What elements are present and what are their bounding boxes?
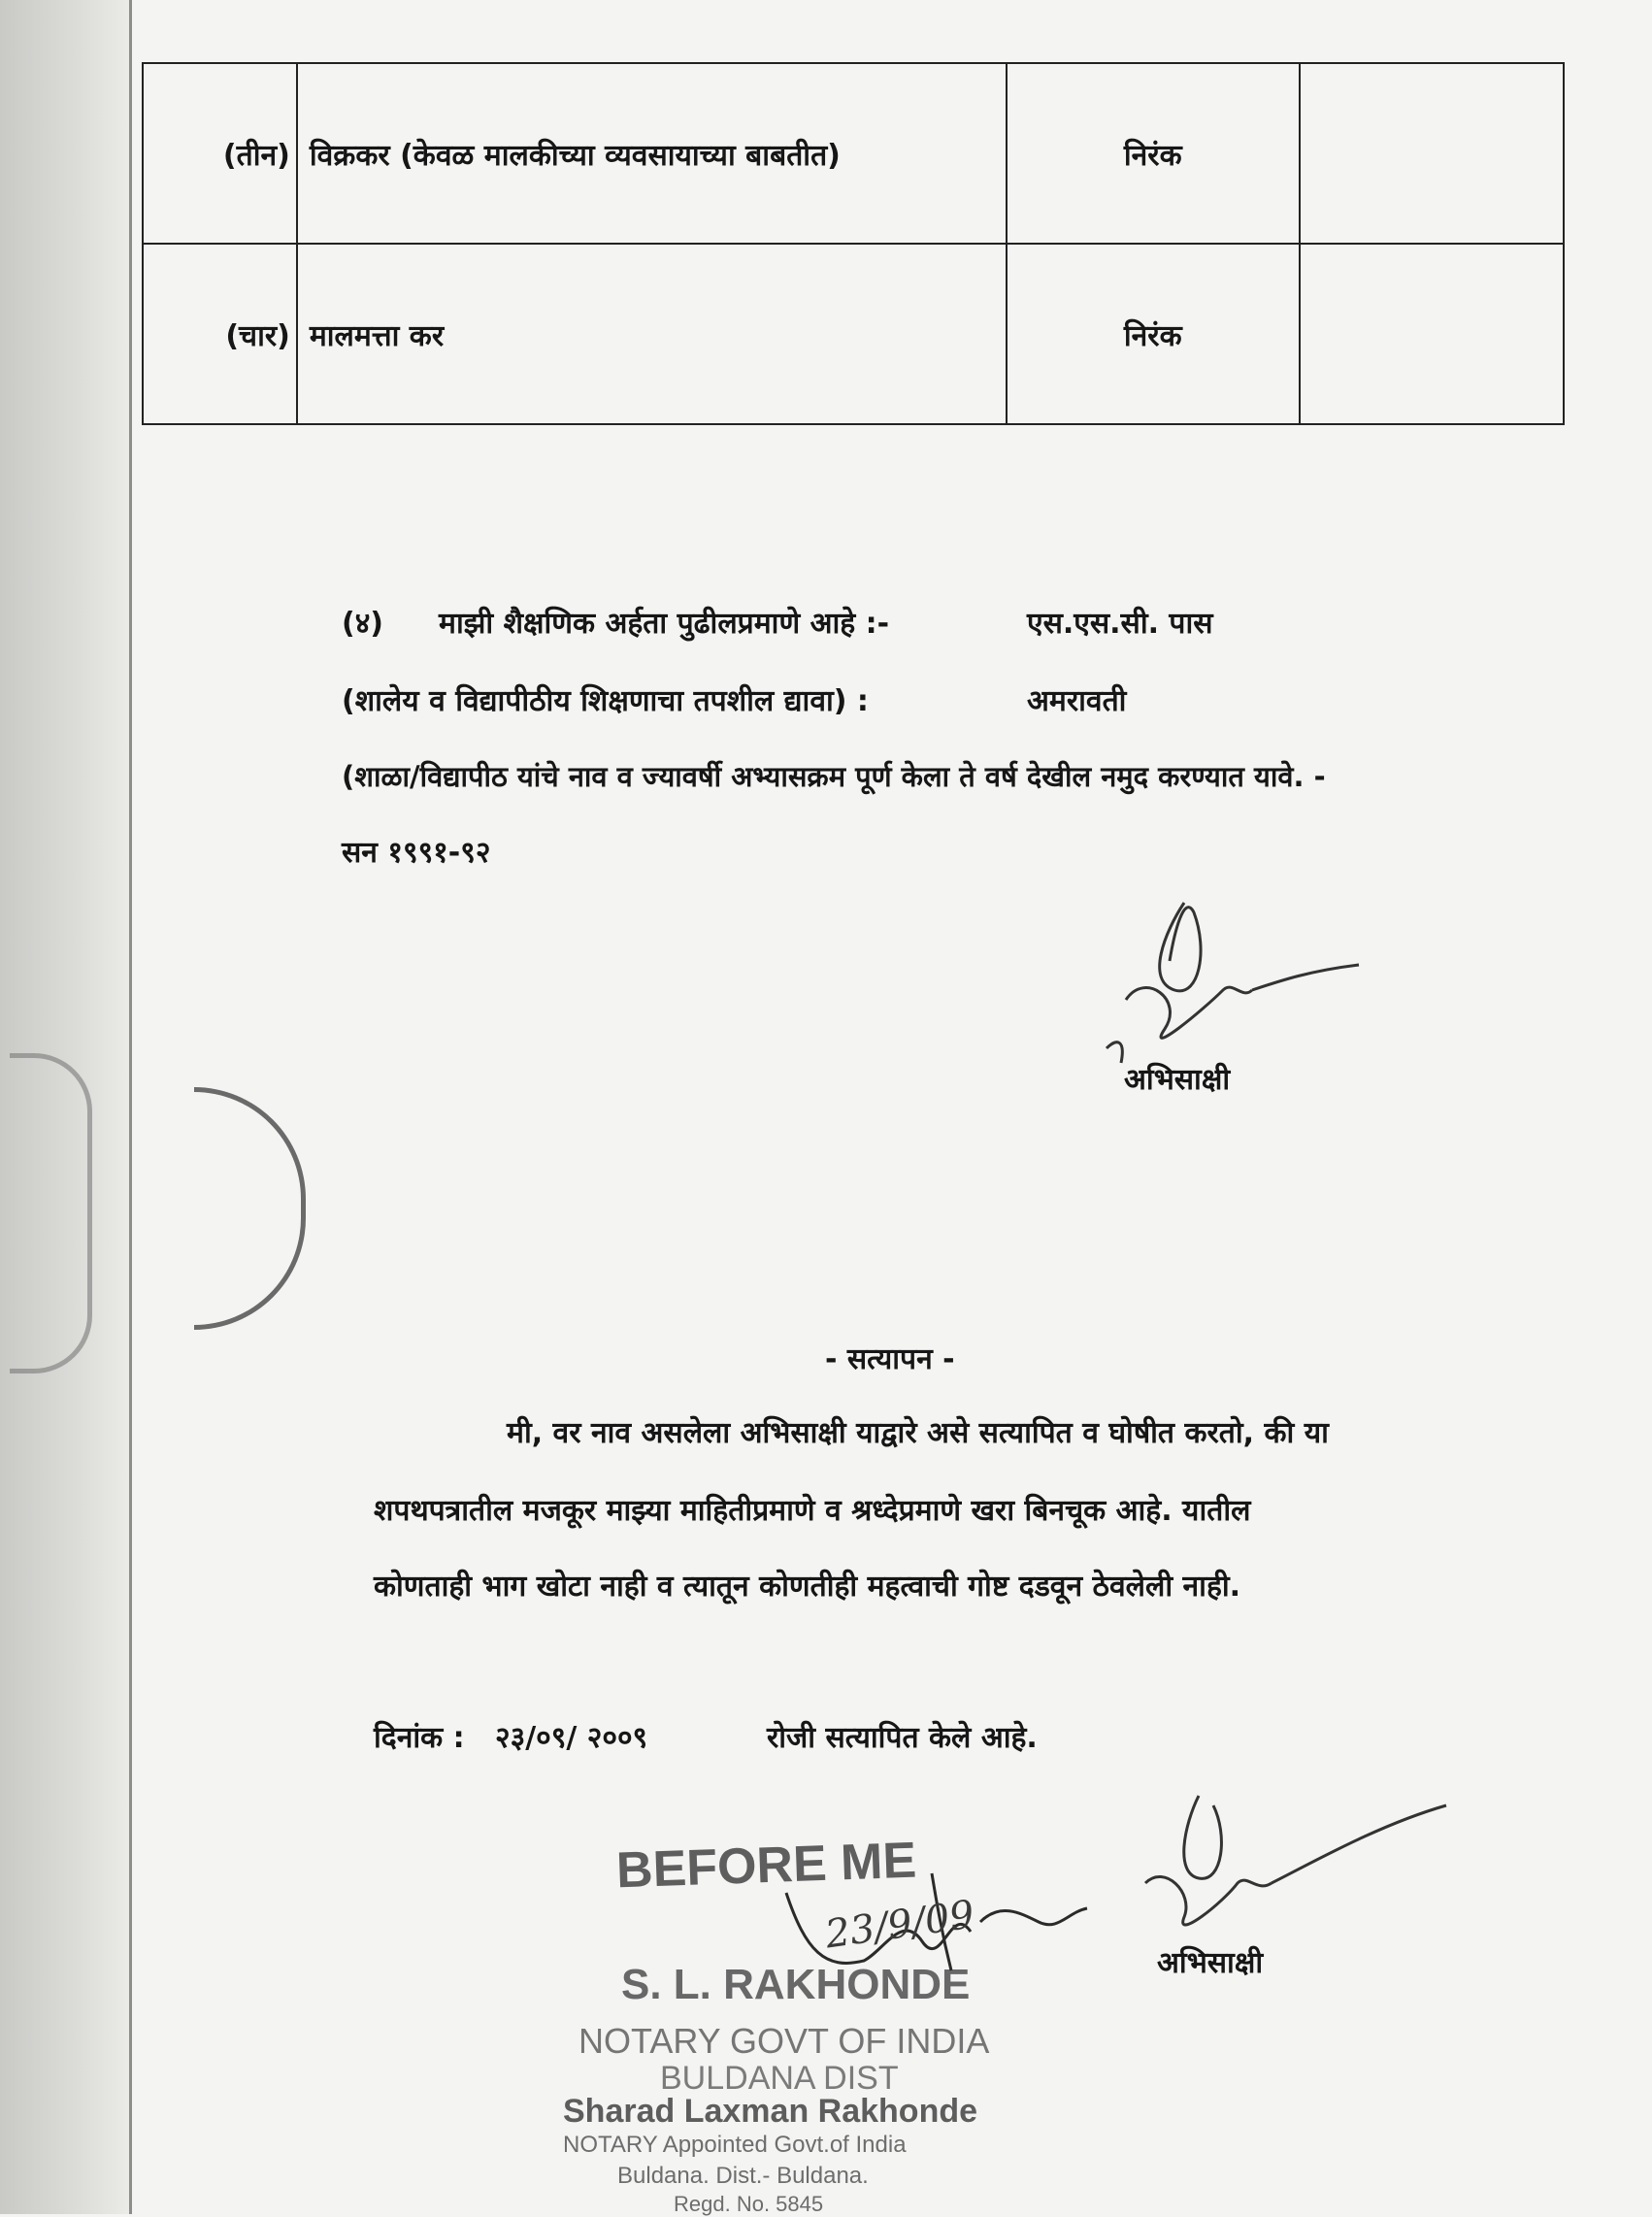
table-row [143,244,1564,424]
signature-2-label: अभिसाक्षी [1157,1946,1264,1980]
tax-details-table [142,62,1565,425]
notary-regd-no: Regd. No. 5845 [674,2192,824,2216]
page-fold-line [129,0,132,2214]
handwritten-date: 23/9/09 [822,1892,977,1958]
table-row [143,63,1564,244]
education-label: माझी शैक्षणिक अर्हता पुढीलप्रमाणे आहे :- [439,607,890,641]
notary-title: NOTARY GOVT OF INDIA [578,2021,990,2061]
verification-line-2: शपथपत्रातील मजकूर माझ्या माहितीप्रमाणे व श्रध्देप्रमाणे खरा बिनचूक आहे. यातील [374,1494,1251,1528]
row-value: निरंक [1007,63,1300,244]
education-detail-label: (शालेय व विद्यापीठीय शिक्षणाचा तपशील द्यावा) : [342,684,869,718]
notary-appointed: NOTARY Appointed Govt.of India [563,2132,907,2158]
row-number: (चार) [143,244,297,424]
date-label: दिनांक : [374,1721,465,1755]
education-instruction: (शाळा/विद्यापीठ यांचे नाव व ज्यावर्षी अभ्यासक्रम पूर्ण केला ते वर्ष देखील नमुद करण्यात यावे. - [342,760,1326,793]
verification-line-3: कोणताही भाग खोटा नाही व त्यातून कोणतीही महत्वाची गोष्ट दडवून ठेवलेली नाही. [374,1570,1241,1604]
notary-address: Buldana. Dist.- Buldana. [617,2163,869,2189]
notary-name: S. L. RAKHONDE [621,1961,971,2008]
partial-seal-left [10,1053,92,1373]
notary-district: BULDANA DIST [660,2060,899,2097]
notary-full-name: Sharad Laxman Rakhonde [563,2093,978,2130]
signature-2 [1126,1786,1456,1951]
row-description: मालमत्ता कर [297,244,1007,424]
row-blank-cell [1300,244,1564,424]
row-number: (तीन) [143,63,297,244]
verification-line-1: मी, वर नाव असलेला अभिसाक्षी याद्वारे असे सत्यापित व घोषीत करतो, की या [507,1416,1329,1450]
education-detail-value: अमरावती [1027,684,1127,718]
verification-heading: - सत्यापन - [825,1342,955,1376]
row-value: निरंक [1007,244,1300,424]
row-blank-cell [1300,63,1564,244]
education-year: सन १९९१-९२ [342,836,491,870]
signature-1-label: अभिसाक्षी [1124,1063,1231,1097]
date-suffix: रोजी सत्यापित केले आहे. [767,1721,1038,1755]
notary-before-me: BEFORE ME [615,1832,918,1900]
date-value: २३/०९/ २००९ [495,1721,648,1755]
education-value: एस.एस.सी. पास [1027,607,1213,641]
partial-notary-seal [194,1087,306,1330]
education-item-number: (४) [342,607,384,641]
row-description: विक्रकर (केवळ मालकीच्या व्यवसायाच्या बाबतीत) [297,63,1007,244]
